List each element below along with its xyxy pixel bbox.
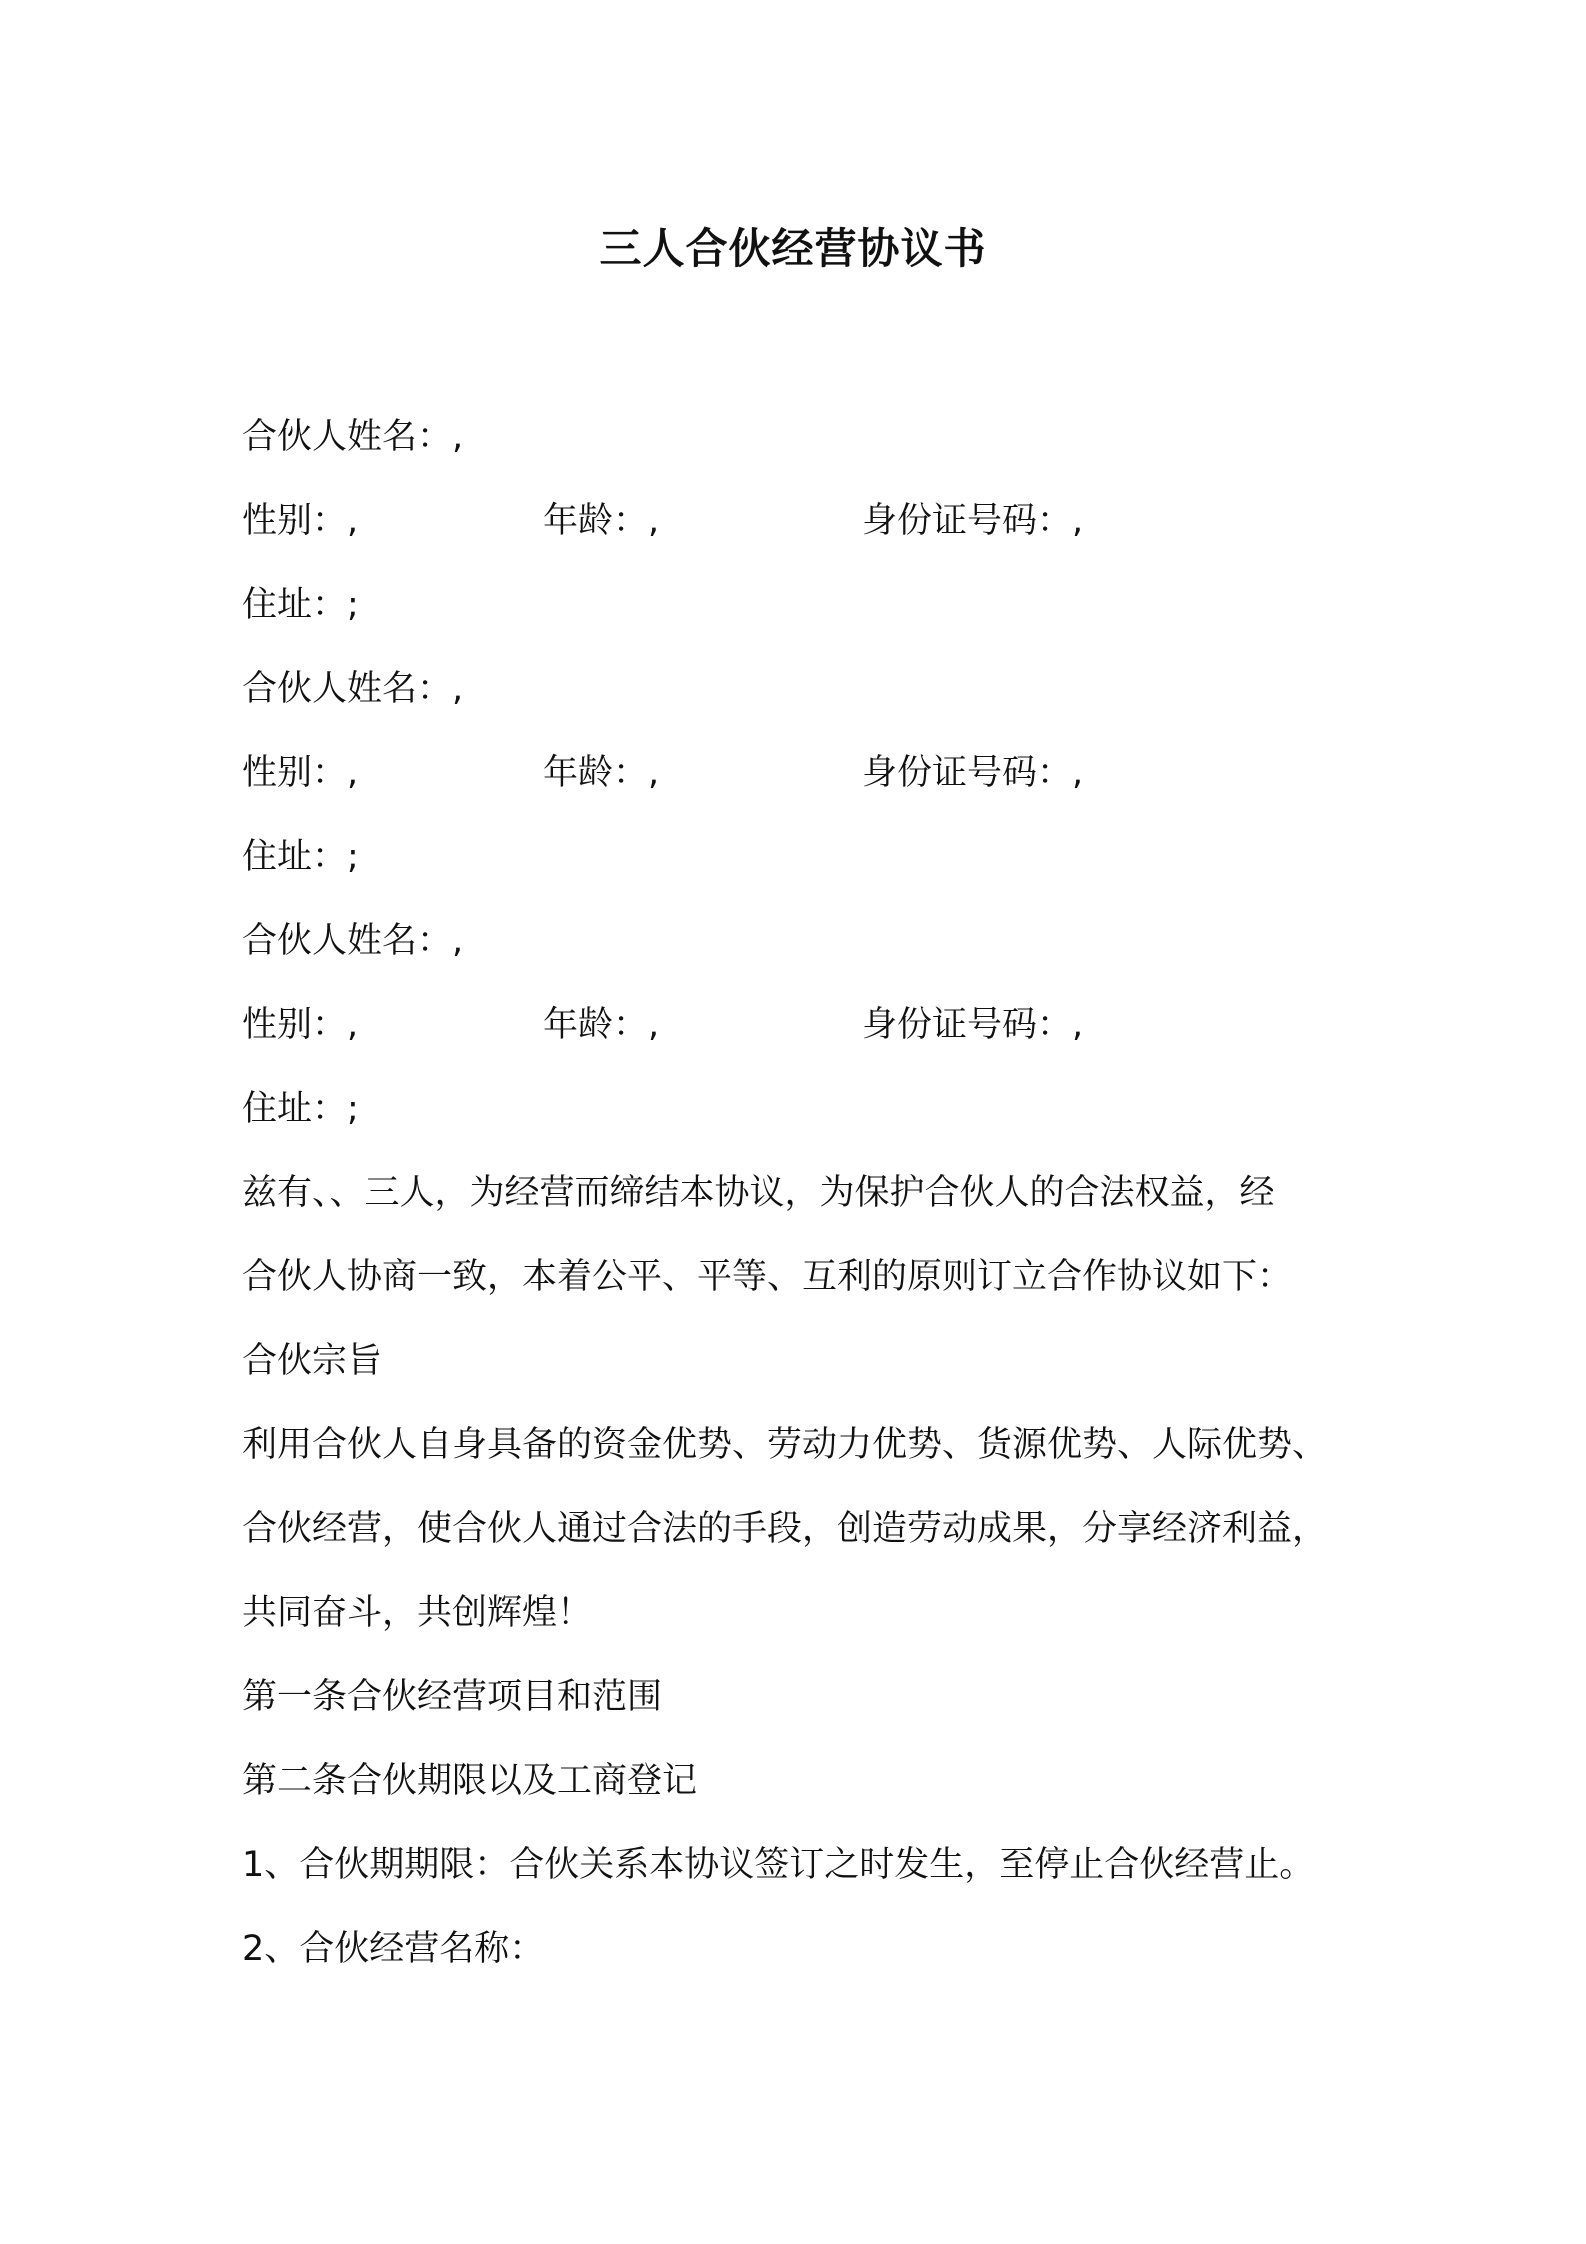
partner-3-id-label: 身份证号码：,	[862, 1005, 1084, 1045]
partner-3-age-label: 年龄：,	[543, 1005, 660, 1045]
purpose-line-3: 共同奋斗，共创辉煌！	[242, 1593, 593, 1633]
purpose-line-1: 利用合伙人自身具备的资金优势、劳动力优势、货源优势、人际优势、	[242, 1425, 1328, 1465]
article-2-item-1: 1、合伙期期限：合伙关系本协议签订之时发生，至停止合伙经营止。	[242, 1845, 1315, 1885]
partner-1-name-label: 合伙人姓名：,	[242, 417, 464, 457]
partner-1-id-label: 身份证号码：,	[862, 501, 1084, 541]
article-2-item-2: 2、合伙经营名称：	[242, 1929, 545, 1969]
purpose-heading: 合伙宗旨	[242, 1341, 383, 1381]
intro-line-2: 合伙人协商一致，本着公平、平等、互利的原则订立合作协议如下：	[242, 1257, 1293, 1297]
partner-2-address-label: 住址：;	[242, 837, 359, 877]
article-1-heading: 第一条合伙经营项目和范围	[242, 1677, 663, 1717]
partner-2-age-label: 年龄：,	[543, 753, 660, 793]
partner-2-name-label: 合伙人姓名：,	[242, 669, 464, 709]
purpose-line-2: 合伙经营，使合伙人通过合法的手段，创造劳动成果，分享经济利益，	[242, 1509, 1328, 1549]
partner-2-id-label: 身份证号码：,	[862, 753, 1084, 793]
partner-1-address-label: 住址：;	[242, 585, 359, 625]
partner-3-name-label: 合伙人姓名：,	[242, 921, 464, 961]
partner-3-gender-label: 性别：,	[242, 1005, 359, 1045]
partner-1-gender-label: 性别：,	[242, 501, 359, 541]
intro-line-1: 兹有、、三人，为经营而缔结本协议，为保护合伙人的合法权益，经	[242, 1173, 1275, 1213]
partner-1-age-label: 年龄：,	[543, 501, 660, 541]
document-title: 三人合伙经营协议书	[599, 224, 987, 273]
partner-2-gender-label: 性别：,	[242, 753, 359, 793]
article-2-heading: 第二条合伙期限以及工商登记	[242, 1761, 698, 1801]
partner-3-address-label: 住址：;	[242, 1089, 359, 1129]
